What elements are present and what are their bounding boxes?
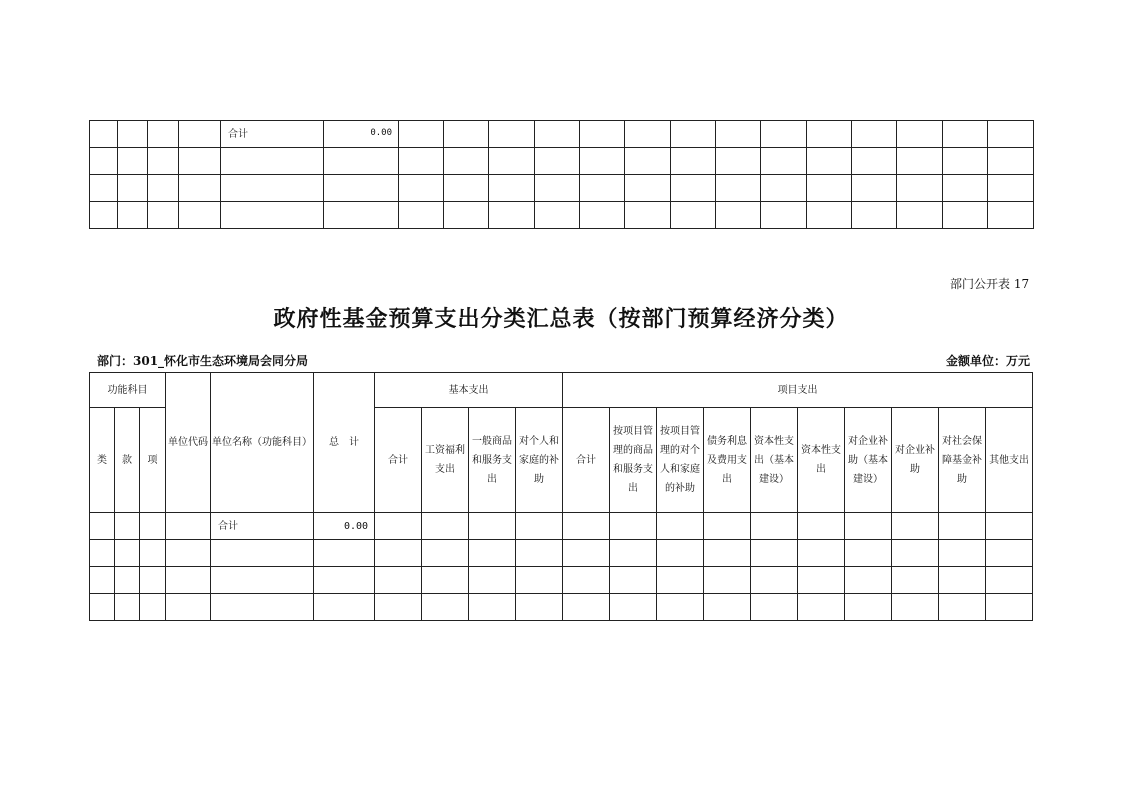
header-social-security-subsidy: 对社会保障基金补助 bbox=[939, 408, 986, 513]
header-capital-construction: 资本性支出（基本建设） bbox=[751, 408, 798, 513]
header-basic-expenditure: 基本支出 bbox=[375, 373, 563, 408]
header-project-personal-subsidy: 按项目管理的对个人和家庭的补助 bbox=[657, 408, 704, 513]
amount-unit-label: 金额单位：万元 bbox=[946, 354, 1031, 368]
header-basic-wages: 工资福利支出 bbox=[422, 408, 469, 513]
header-enterprise-subsidy: 对企业补助 bbox=[892, 408, 939, 513]
header-basic-total: 合计 bbox=[375, 408, 422, 513]
table-row bbox=[90, 121, 1034, 148]
header-project-expenditure: 项目支出 bbox=[563, 373, 1033, 408]
page-title: 政府性基金预算支出分类汇总表（按部门预算经济分类） bbox=[273, 306, 849, 332]
header-capital: 资本性支出 bbox=[798, 408, 845, 513]
header-basic-goods-services: 一般商品和服务支出 bbox=[469, 408, 516, 513]
header-project-goods-services: 按项目管理的商品和服务支出 bbox=[610, 408, 657, 513]
header-row bbox=[90, 373, 1033, 408]
header-xiang: 项 bbox=[140, 408, 166, 513]
table-number: 部门公开表 17 bbox=[950, 277, 1030, 291]
total-value: 0.00 bbox=[314, 513, 375, 540]
header-basic-personal-subsidy: 对个人和家庭的补助 bbox=[516, 408, 563, 513]
header-function-subject: 功能科目 bbox=[90, 373, 166, 408]
table-row bbox=[90, 567, 1033, 594]
department-label: 部门：301_怀化市生态环境局会同分局 bbox=[97, 354, 309, 368]
header-kuan: 款 bbox=[115, 408, 140, 513]
previous-table bbox=[89, 120, 1034, 229]
table-row bbox=[90, 540, 1033, 567]
table-row bbox=[90, 513, 1033, 540]
header-debt-interest: 债务利息及费用支出 bbox=[704, 408, 751, 513]
total-label: 合计 bbox=[221, 121, 324, 148]
header-other-expenditure: 其他支出 bbox=[986, 408, 1033, 513]
header-enterprise-subsidy-construction: 对企业补助（基本建设） bbox=[845, 408, 892, 513]
table-row bbox=[90, 202, 1034, 229]
budget-table bbox=[89, 372, 1033, 621]
header-total: 总 计 bbox=[314, 373, 375, 513]
table-row bbox=[90, 175, 1034, 202]
header-unit-name: 单位名称（功能科目） bbox=[211, 373, 314, 513]
total-label: 合计 bbox=[211, 513, 314, 540]
header-project-total: 合计 bbox=[563, 408, 610, 513]
header-lei: 类 bbox=[90, 408, 115, 513]
header-unit-code: 单位代码 bbox=[166, 373, 211, 513]
table-row bbox=[90, 594, 1033, 621]
total-value: 0.00 bbox=[324, 121, 399, 148]
table-row bbox=[90, 148, 1034, 175]
